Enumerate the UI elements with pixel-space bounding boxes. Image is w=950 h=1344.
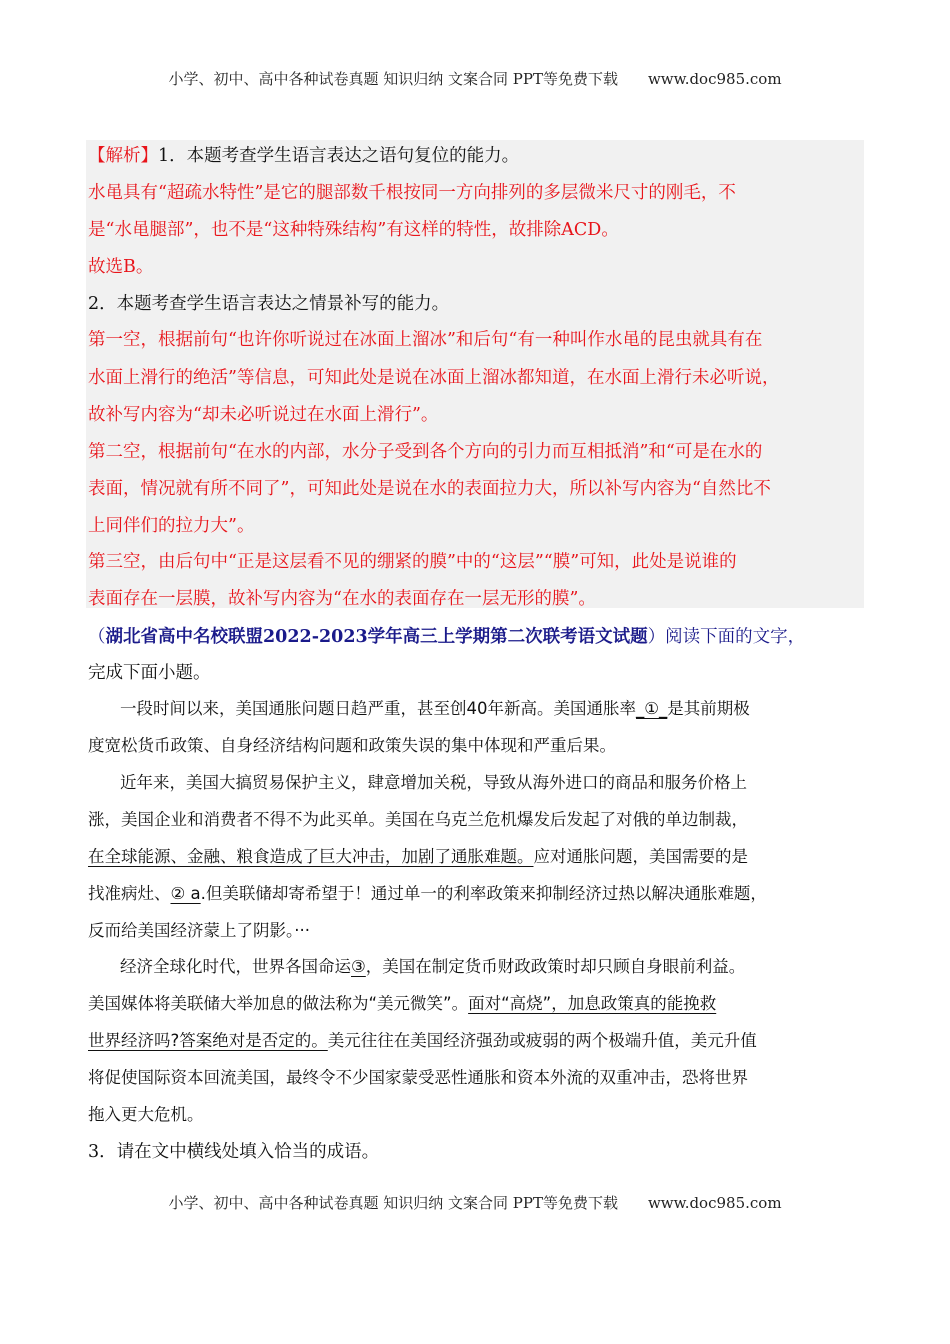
analysis-line-8: 故补写内容为“却未必听说过在水面上滑行”。 bbox=[88, 405, 439, 425]
header-text: 小学、初中、高中各种试卷真题 知识归纳 文案合同 PPT等免费下载 bbox=[168, 70, 618, 88]
passage-p2-line-4: 找准病灶、② a.但美联储却寄希望于！通过单一的利率政策来抑制经济过热以解决通胀难题， bbox=[88, 884, 767, 903]
passage-p3-line-4: 将促使国际资本回流美国，最终令不少国家蒙受恶性通胀和资本外流的双重冲击，恐将世界 bbox=[88, 1068, 748, 1087]
passage-p1-line-2: 度宽松货币政策、自身经济结构问题和政策失误的集中体现和严重后果。 bbox=[88, 736, 616, 755]
analysis-line-9: 第二空，根据前句“在水的内部，水分子受到各个方向的引力而互相抵消”和“可是在水的 bbox=[88, 442, 763, 462]
source-line-2: 完成下面小题。 bbox=[88, 663, 211, 683]
passage-p2-line-1: 近年来，美国大搞贸易保护主义，肆意增加关税，导致从海外进口的商品和服务价格上 bbox=[120, 773, 747, 792]
passage-p3-line-3: 世界经济吗?答案绝对是否定的。美元往往在美国经济强劲或疲弱的两个极端升值，美元升值 bbox=[88, 1031, 757, 1050]
passage-p2-line-3: 在全球能源、金融、粮食造成了巨大冲击，加剧了通胀难题。应对通胀问题，美国需要的是 bbox=[88, 847, 748, 866]
passage-p2-line-5: 反而给美国经济蒙上了阴影。··· bbox=[88, 921, 310, 940]
question-3: 3．请在文中横线处填入恰当的成语。 bbox=[88, 1142, 380, 1162]
analysis-line-2: 水黾具有“超疏水特性”是它的腿部数千根按同一方向排列的多层微米尺寸的刚毛，不 bbox=[88, 183, 736, 203]
analysis-line-1: 【解析】1．本题考查学生语言表达之语句复位的能力。 bbox=[88, 146, 520, 166]
page-header bbox=[0, 68, 950, 89]
analysis-line-3: 是“水黾腿部”，也不是“这种特殊结构”有这样的特性，故排除ACD。 bbox=[88, 220, 619, 240]
analysis-line-6: 第一空，根据前句“也许你听说过在冰面上溜冰”和后句“有一种叫作水黾的昆虫就具有在 bbox=[88, 330, 763, 350]
underlined-sentence-1: 在全球能源、金融、粮食造成了巨大冲击，加剧了通胀难题。 bbox=[88, 847, 534, 866]
underlined-sentence-2b: 世界经济吗?答案绝对是否定的。 bbox=[88, 1031, 328, 1050]
passage-p2-line-2: 涨，美国企业和消费者不得不为此买单。美国在乌克兰危机爆发后发起了对俄的单边制裁， bbox=[88, 810, 748, 829]
blank-3: ③ bbox=[351, 957, 366, 976]
analysis-line-12: 第三空，由后句中“正是这层看不见的绷紧的膜”中的“这层”“膜”可知，此处是说谁的 bbox=[88, 552, 737, 572]
analysis-line-4: 故选B。 bbox=[88, 257, 154, 277]
footer-text: 小学、初中、高中各种试卷真题 知识归纳 文案合同 PPT等免费下载 bbox=[168, 1194, 618, 1212]
source-title: 湖北省高中名校联盟2022-2023学年高三上学期第二次联考语文试题 bbox=[105, 627, 648, 647]
analysis-line-11: 上同伴们的拉力大”。 bbox=[88, 516, 255, 536]
page-footer bbox=[0, 1192, 950, 1213]
passage-p3-line-2: 美国媒体将美联储大举加息的做法称为“美元微笑”。面对“高烧”，加息政策真的能挽救 bbox=[88, 994, 717, 1013]
passage-p1-line-1: 一段时间以来，美国通胀问题日趋严重，甚至创40年新高。美国通胀率_①_是其前期极 bbox=[120, 699, 750, 718]
analysis-line-10: 表面，情况就有所不同了”，可知此处是说在水的表面拉力大，所以补写内容为“自然比不 bbox=[88, 479, 771, 499]
analysis-line-5: 2．本题考查学生语言表达之情景补写的能力。 bbox=[88, 294, 450, 314]
footer-url: www.doc985.com bbox=[647, 1194, 782, 1212]
passage-p3-line-1: 经济全球化时代，世界各国命运③，美国在制定货币财政政策时却只顾自身眼前利益。 bbox=[120, 957, 746, 976]
blank-2: ② a bbox=[170, 884, 201, 903]
underlined-sentence-2a: 面对“高烧”，加息政策真的能挽救 bbox=[468, 994, 717, 1013]
header-url: www.doc985.com bbox=[647, 70, 782, 88]
analysis-line-13: 表面存在一层膜，故补写内容为“在水的表面存在一层无形的膜”。 bbox=[88, 589, 596, 609]
analysis-line-7: 水面上滑行的绝活”等信息，可知此处是说在冰面上溜冰都知道，在水面上滑行未必听说， bbox=[88, 368, 780, 388]
blank-1: _①_ bbox=[636, 699, 668, 718]
passage-p3-line-5: 拖入更大危机。 bbox=[88, 1105, 204, 1124]
analysis-tag: 【解析】 bbox=[88, 146, 158, 166]
source-line-1: （湖北省高中名校联盟2022-2023学年高三上学期第二次联考语文试题）阅读下面的文字， bbox=[88, 627, 806, 647]
